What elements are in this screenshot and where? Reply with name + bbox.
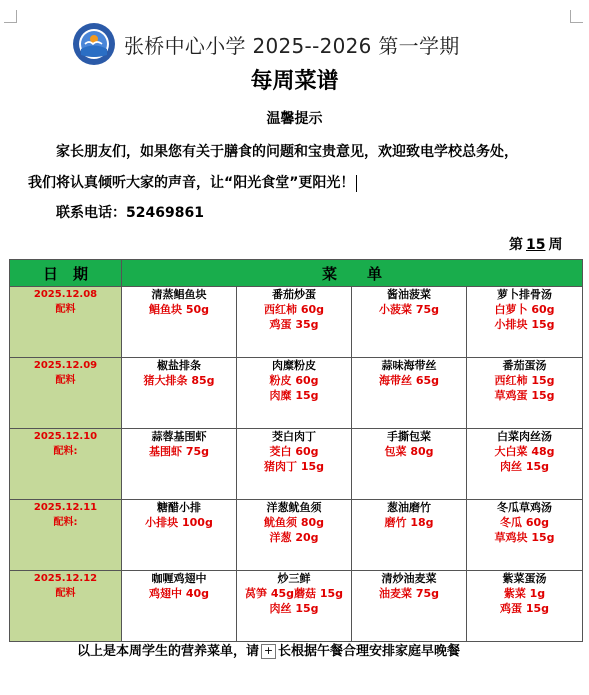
- notice-line-2-text: 我们将认真倾听大家的声音，让“阳光食堂”更阳光！: [28, 175, 355, 191]
- dish-name: 葱油磨竹: [387, 501, 431, 514]
- dish-ingredient: 鸡蛋 35g: [269, 318, 319, 331]
- dish-name: 清蒸鲳鱼块: [151, 288, 207, 301]
- page-title: 每周菜谱: [250, 69, 339, 94]
- school-header: [72, 22, 460, 66]
- dish-name: 番茄炒蛋: [272, 288, 316, 301]
- dish-ingredient: 粉皮 60g: [269, 374, 319, 387]
- dish-ingredient: 紫菜 1g: [503, 587, 546, 600]
- dish-name: 椒盐排条: [157, 359, 201, 372]
- dish-cell: [352, 287, 467, 358]
- dish-name: 茭白肉丁: [272, 430, 316, 443]
- dish-ingredient: 西红柿 60g: [263, 303, 324, 316]
- dish-ingredient: 小菠菜 75g: [378, 303, 439, 316]
- week-num: 15: [526, 237, 546, 253]
- dish-ingredient: 鸡蛋 15g: [500, 602, 550, 615]
- dish-cell: [122, 500, 237, 571]
- dish-cell: [237, 429, 352, 500]
- dish-name: 酱油菠菜: [387, 288, 431, 301]
- dish-ingredient: 草鸡蛋 15g: [494, 389, 555, 402]
- dish-ingredient: 莴笋 45g蘑菇 15g: [244, 587, 344, 600]
- dish-ingredient: 西红柿 15g: [494, 374, 555, 387]
- dish-name: 番茄蛋汤: [502, 359, 547, 372]
- dish-name: 萝卜排骨汤: [497, 288, 552, 301]
- footer-text-before: 以上是本周学生的营养菜单，请: [77, 644, 260, 659]
- week-suffix: 周: [548, 237, 563, 253]
- dish-ingredient: 鲳鱼块 50g: [148, 303, 209, 316]
- notice-line-2: [28, 172, 357, 192]
- dish-ingredient: 包菜 80g: [384, 445, 434, 458]
- dish-name: 蒜味海带丝: [381, 359, 437, 372]
- dish-ingredient: 肉丝 15g: [500, 460, 550, 473]
- table-header-row: [10, 260, 583, 287]
- week-number: [509, 234, 562, 254]
- ingredient-label: 配料: [55, 375, 76, 386]
- date-cell: [10, 358, 122, 429]
- dish-ingredient: 猪肉丁 15g: [263, 460, 324, 473]
- dish-ingredient: 肉糜 15g: [269, 389, 319, 402]
- date-text: 2025.12.12: [33, 573, 98, 584]
- date-text: 2025.12.08: [33, 289, 98, 300]
- dish-ingredient: 猪大排条 85g: [143, 374, 215, 387]
- dish-ingredient: 冬瓜 60g: [500, 516, 550, 529]
- date-cell: [10, 500, 122, 571]
- dish-ingredient: 茭白 60g: [269, 445, 319, 458]
- dish-cell: [237, 571, 352, 642]
- dish-name: 咖喱鸡翅中: [151, 572, 207, 585]
- school-emblem-icon: [72, 22, 116, 66]
- date-cell: [10, 429, 122, 500]
- dish-name: 冬瓜草鸡汤: [497, 501, 552, 514]
- table-row: [10, 429, 583, 500]
- dish-ingredient: 洋葱 20g: [269, 531, 319, 544]
- dish-cell: [467, 429, 583, 500]
- ingredient-label: 配料:: [53, 446, 78, 457]
- dish-cell: [352, 429, 467, 500]
- dish-ingredient: 小排块 100g: [145, 516, 213, 529]
- date-text: 2025.12.09: [33, 360, 98, 371]
- dish-ingredient: 鸡翅中 40g: [148, 587, 209, 600]
- dish-name: 白菜肉丝汤: [497, 430, 552, 443]
- school-name: 张桥中心小学 2025--2026 第一学期: [124, 33, 460, 58]
- ingredient-label: 配料: [55, 304, 76, 315]
- dish-ingredient: 草鸡块 15g: [494, 531, 555, 544]
- dish-cell: [352, 571, 467, 642]
- table-row: [10, 287, 583, 358]
- date-text: 2025.12.11: [33, 502, 98, 513]
- dish-ingredient: 小排块 15g: [494, 318, 555, 331]
- dish-cell: [237, 500, 352, 571]
- dish-ingredient: 大白菜 48g: [494, 445, 555, 458]
- text-cursor: [356, 175, 357, 192]
- header-date: 日 期: [10, 260, 122, 287]
- notice-line-1: 家长朋友们，如果您有关于膳食的问题和宝贵意见，欢迎致电学校总务处，: [56, 144, 518, 160]
- dish-cell: [122, 429, 237, 500]
- dish-cell: [122, 571, 237, 642]
- dish-name: 清炒油麦菜: [381, 572, 437, 585]
- dish-name: 肉糜粉皮: [272, 359, 316, 372]
- dish-ingredient: 海带丝 65g: [378, 374, 439, 387]
- dish-cell: [237, 287, 352, 358]
- dish-cell: [352, 358, 467, 429]
- dish-name: 蒜蓉基围虾: [151, 430, 207, 443]
- dish-ingredient: 磨竹 18g: [384, 516, 434, 529]
- footer-text-after: 长根据午餐合理安排家庭早晚餐: [278, 644, 461, 659]
- dish-name: 手撕包菜: [387, 430, 431, 443]
- week-prefix: 第: [509, 237, 523, 253]
- plus-icon[interactable]: +: [261, 644, 276, 659]
- date-cell: [10, 287, 122, 358]
- phone-number: 52469861: [126, 205, 204, 221]
- dish-cell: [237, 358, 352, 429]
- dish-name: 炒三鲜: [277, 572, 311, 585]
- dish-cell: [467, 358, 583, 429]
- dish-cell: [467, 571, 583, 642]
- page-corner-mark-right: [570, 10, 583, 23]
- page-corner-mark-left: [4, 10, 17, 23]
- footer-note: [77, 640, 460, 659]
- menu-table: [9, 259, 583, 642]
- dish-cell: [122, 287, 237, 358]
- dish-cell: [467, 500, 583, 571]
- dish-name: 洋葱鱿鱼须: [266, 501, 322, 514]
- dish-cell: [122, 358, 237, 429]
- dish-name: 糖醋小排: [157, 501, 201, 514]
- table-row: [10, 500, 583, 571]
- table-row: [10, 358, 583, 429]
- date-text: 2025.12.10: [33, 431, 98, 442]
- ingredient-label: 配料: [55, 588, 76, 599]
- dish-ingredient: 基围虾 75g: [148, 445, 209, 458]
- dish-ingredient: 油麦菜 75g: [378, 587, 439, 600]
- dish-cell: [352, 500, 467, 571]
- dish-ingredient: 鱿鱼须 80g: [263, 516, 324, 529]
- ingredient-label: 配料:: [53, 517, 78, 528]
- date-cell: [10, 571, 122, 642]
- dish-ingredient: 肉丝 15g: [269, 602, 319, 615]
- tip-title: 温馨提示: [266, 111, 323, 127]
- dish-ingredient: 白萝卜 60g: [494, 303, 555, 316]
- contact-phone: [56, 202, 204, 222]
- header-menu: 菜 单: [122, 260, 583, 287]
- table-row: [10, 571, 583, 642]
- dish-name: 紫菜蛋汤: [502, 572, 547, 585]
- phone-label: 联系电话：: [56, 205, 126, 221]
- dish-cell: [467, 287, 583, 358]
